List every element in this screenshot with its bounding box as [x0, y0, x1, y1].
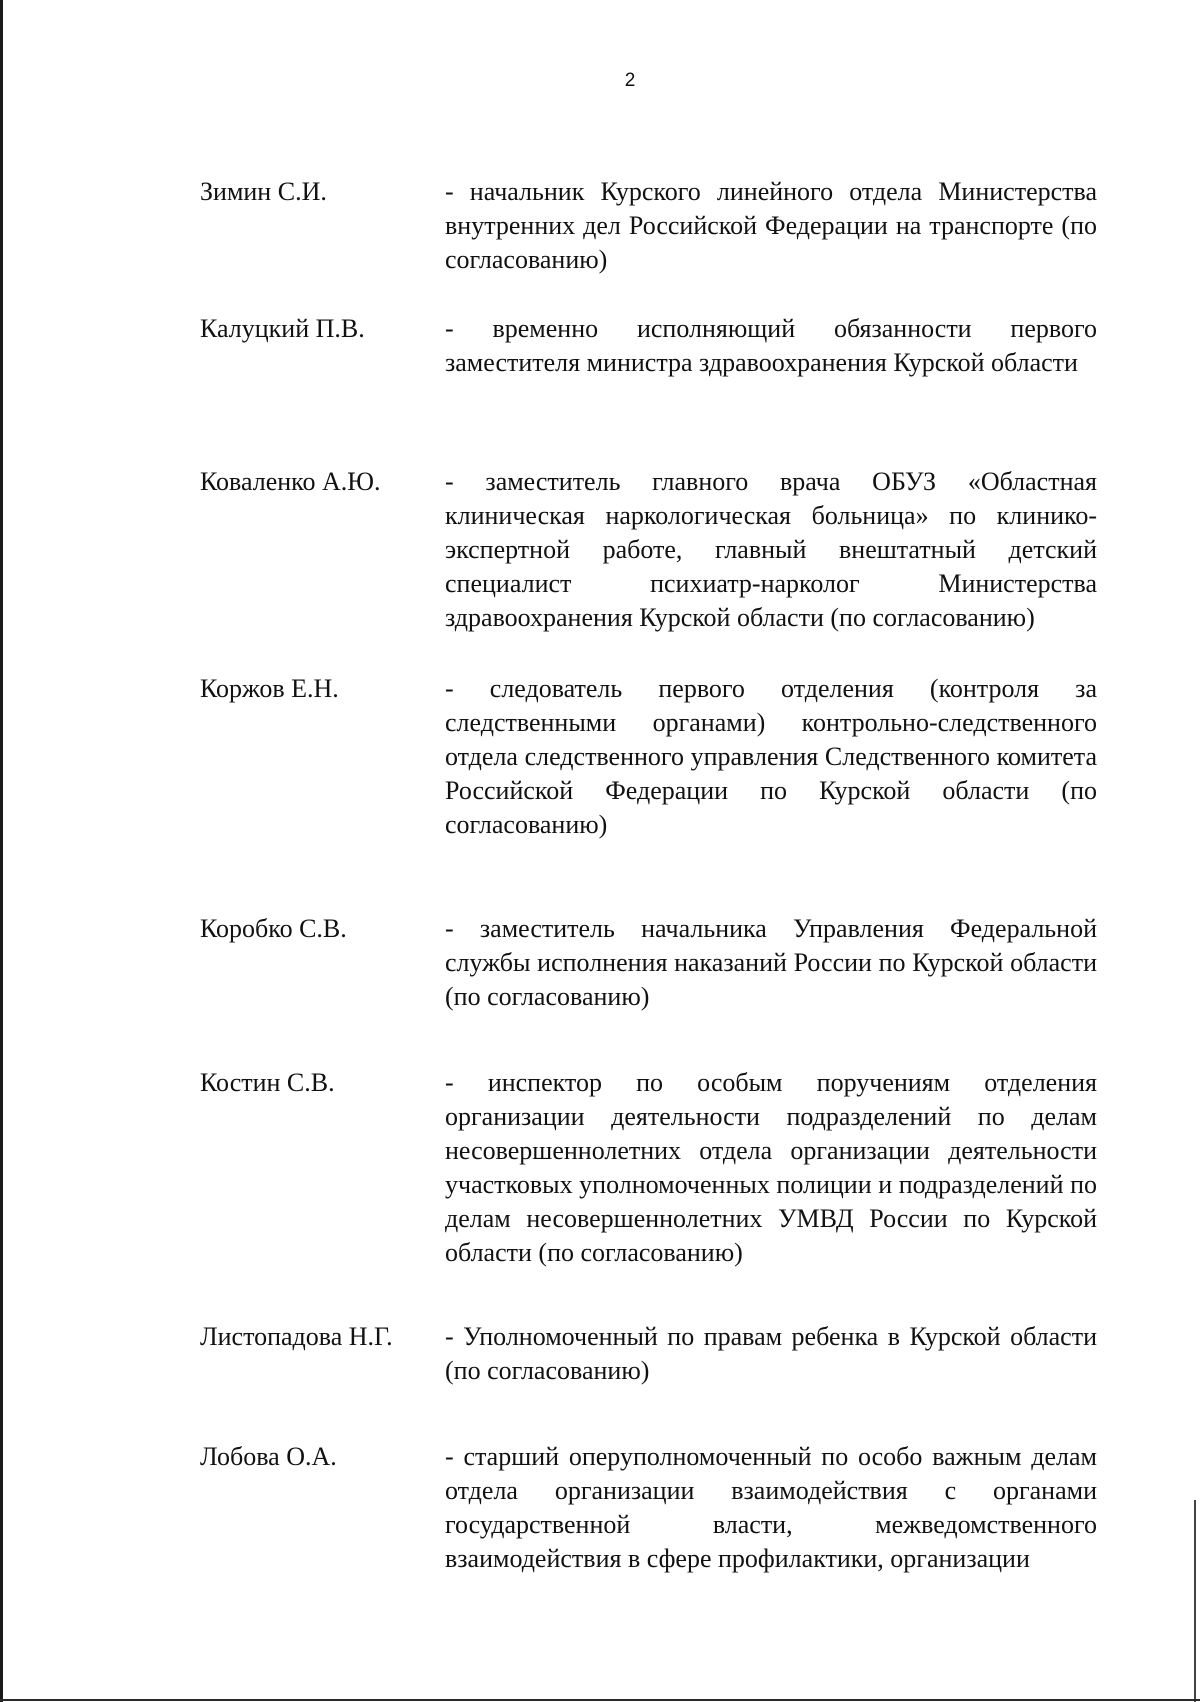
entry-name: Калуцкий П.В. — [200, 314, 365, 343]
entry-description: - заместитель главного врача ОБУЗ «Областная клиническая наркологическая больница» по клинико-экспертной работе, главный внештатный детский специалист психиатр-нарколог Министерства здравоохранения Курской области (по согласованию) — [445, 467, 1097, 632]
scan-left-edge — [0, 0, 3, 1702]
entry-description: - инспектор по особым поручениям отделения организации деятельности подразделений по делам несовершеннолетних отдела организации деятельности участковых уполномоченных полиции и подразделений по делам несовершеннолетних УМВД России по Курской области (по согласованию) — [445, 1068, 1097, 1267]
entry-name: Коваленко А.Ю. — [200, 467, 381, 496]
entry-description: - Уполномоченный по правам ребенка в Курской области (по согласованию) — [445, 1322, 1097, 1385]
entry-description: - старший оперуполномоченный по особо важным делам отдела организации взаимодействия с органами государственной власти, межведомственного взаимодействия в сфере профилактики, организации — [445, 1442, 1097, 1573]
scan-bottom-edge — [0, 1699, 1200, 1701]
entry-description: - начальник Курского линейного отдела Министерства внутренних дел Российской Федерации на транспорте (по согласованию) — [445, 177, 1097, 274]
entry-name: Зимин С.И. — [200, 177, 327, 206]
entry-name: Лобова О.А. — [200, 1442, 337, 1471]
page-number: 2 — [624, 70, 636, 91]
entry-description: - заместитель начальника Управления Федеральной службы исполнения наказаний России по Курской области (по согласованию) — [445, 914, 1097, 1011]
entry-name: Коржов Е.Н. — [200, 674, 339, 703]
entry-name: Коробко С.В. — [200, 914, 347, 943]
entry-name: Костин С.В. — [200, 1068, 335, 1097]
entry-description: - следователь первого отделения (контроля за следственными органами) контрольно-следственного отдела следственного управления Следственного комитета Российской Федерации по Курской области (по согласованию) — [445, 674, 1097, 839]
scan-right-edge — [1194, 1500, 1196, 1702]
entry-description: - временно исполняющий обязанности первого заместителя министра здравоохранения Курской области — [445, 314, 1097, 377]
entry-name: Листопадова Н.Г. — [200, 1322, 393, 1351]
